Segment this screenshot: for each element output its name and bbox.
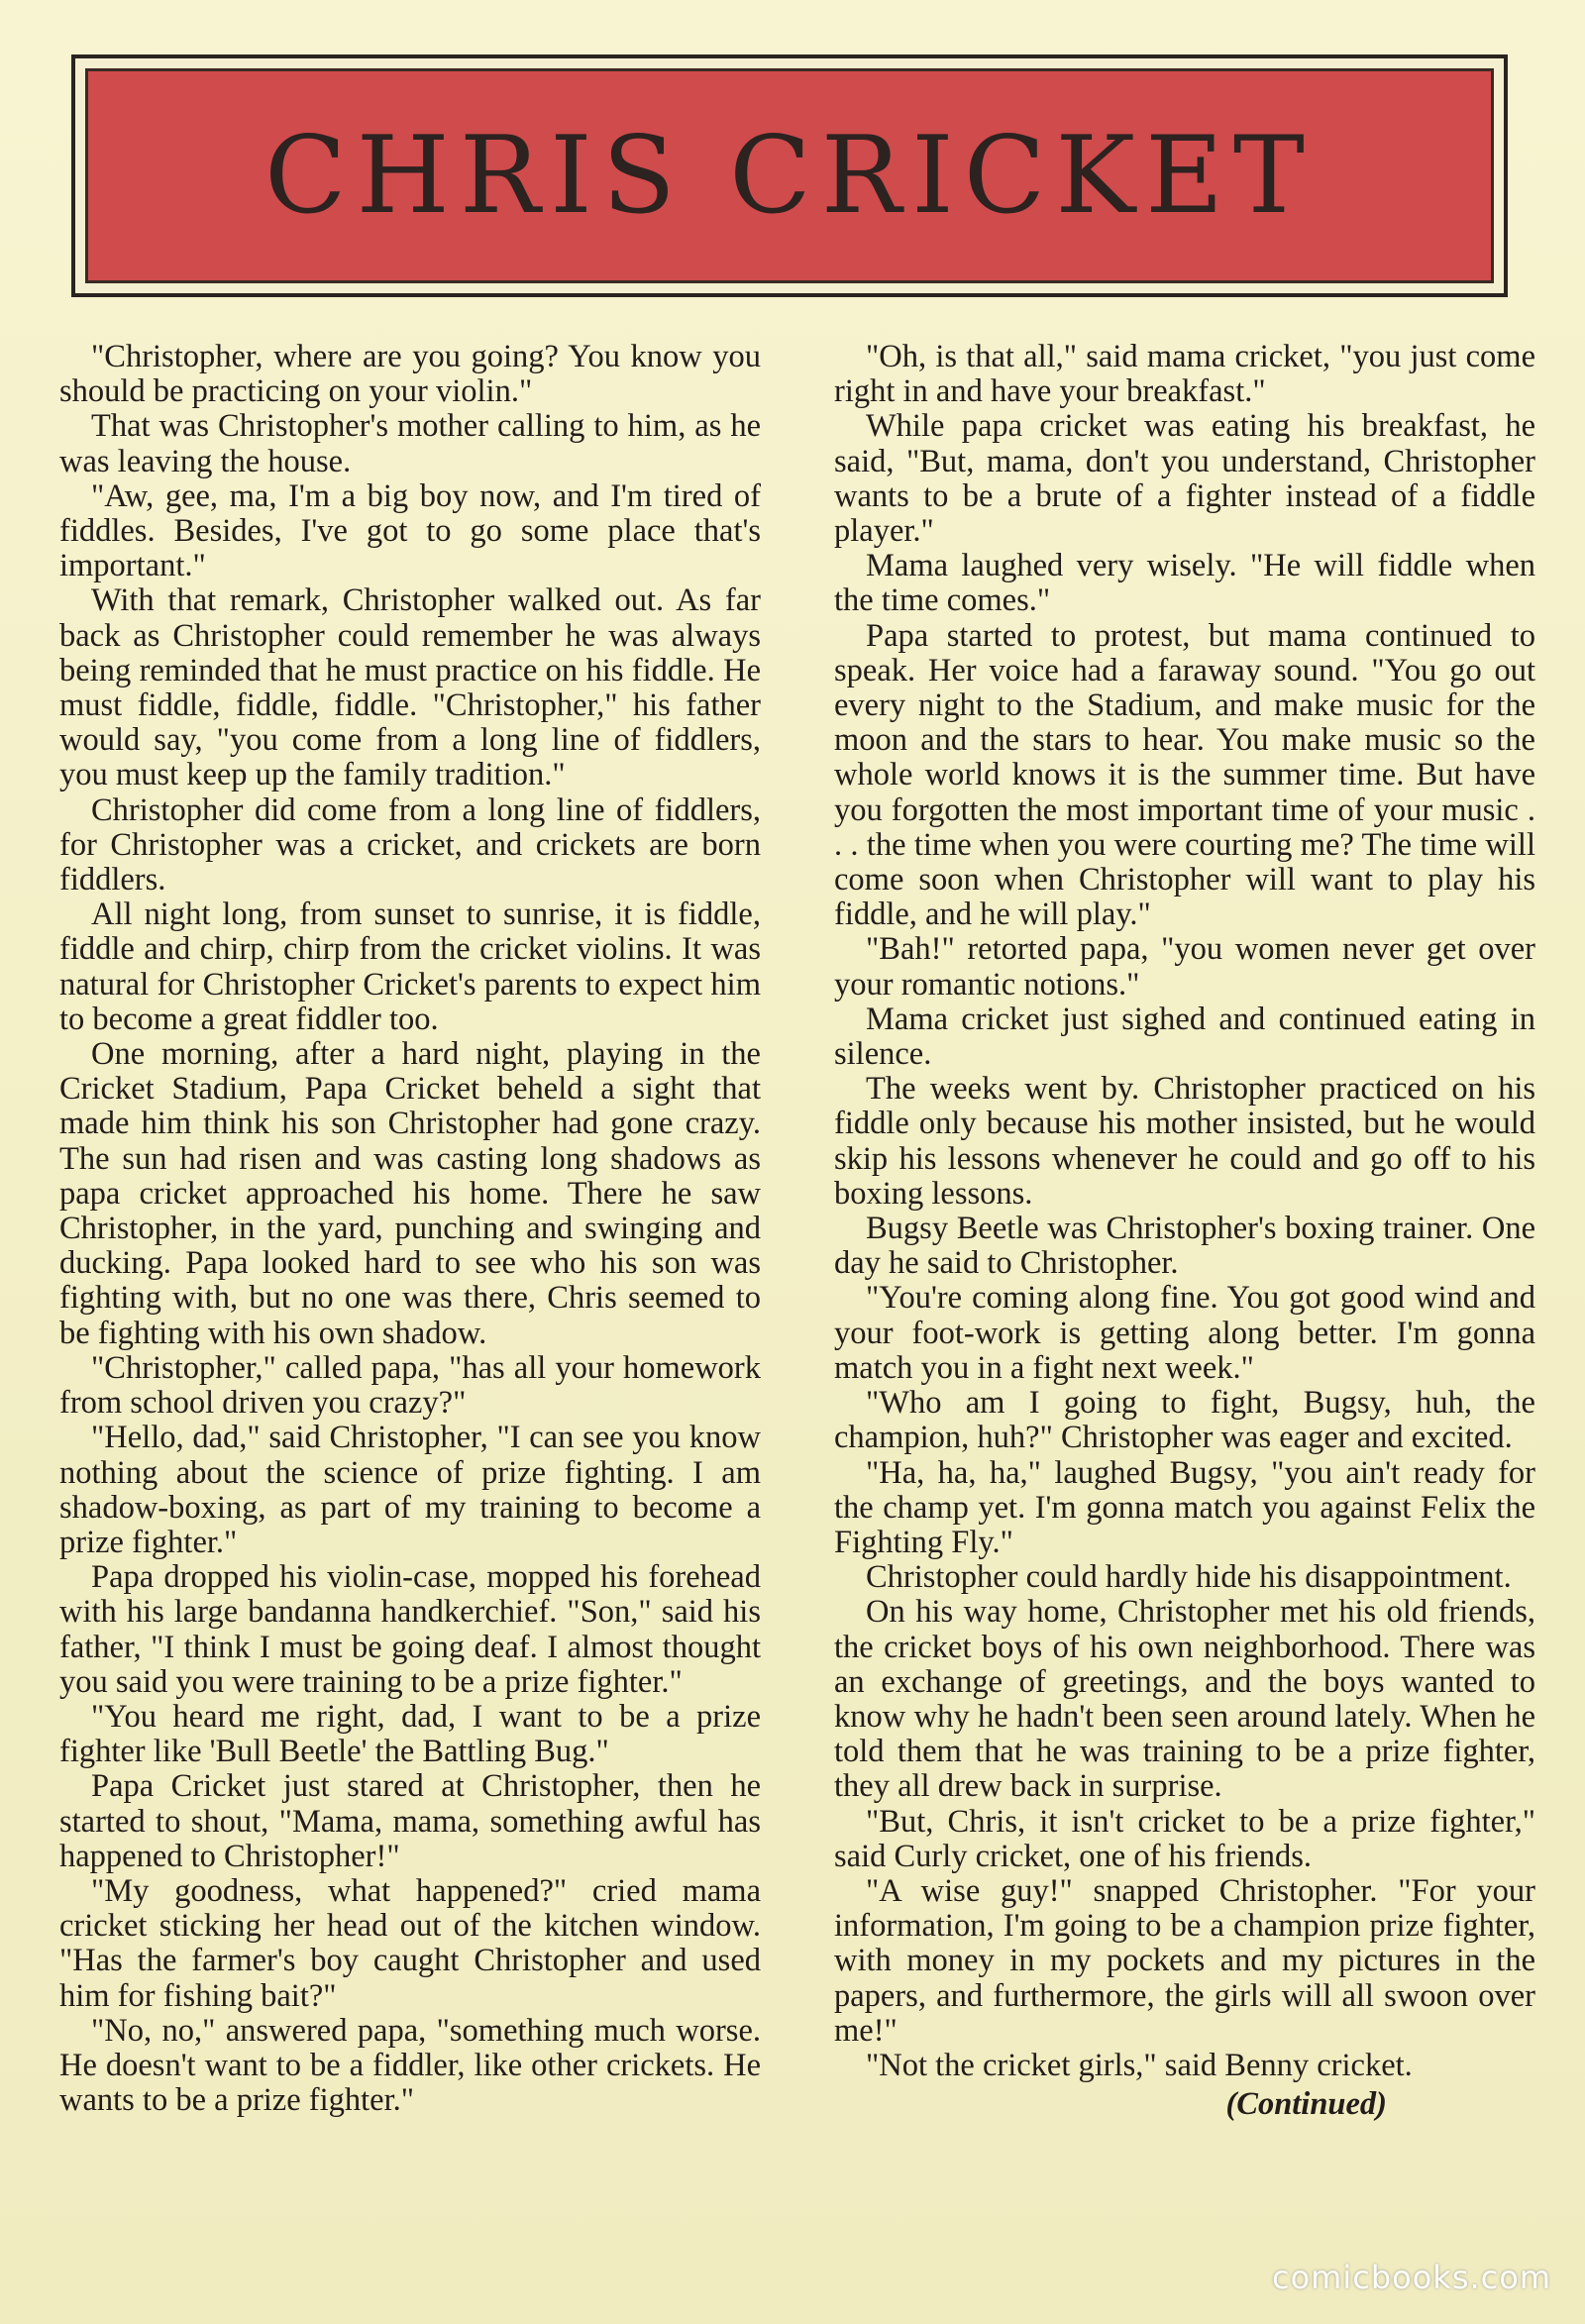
watermark: comicbooks.com [1271, 2259, 1551, 2296]
paragraph: All night long, from sunset to sunrise, it is fiddle, fiddle and chirp, chirp from the cricket violins. It was natural for Christopher Cricket's parents to expect him to become a great fiddler too. [59, 897, 761, 1037]
paragraph: Mama laughed very wisely. "He will fiddle when the time comes." [834, 548, 1535, 619]
paragraph: Bugsy Beetle was Christopher's boxing trainer. One day he said to Christopher. [834, 1211, 1535, 1282]
paragraph: "But, Chris, it isn't cricket to be a prize fighter," said Curly cricket, one of his friends. [834, 1803, 1535, 1874]
paragraph: "Christopher," called papa, "has all your homework from school driven you crazy?" [59, 1349, 761, 1422]
story-title: CHRIS CRICKET [264, 114, 1315, 238]
paragraph: "No, no," answered papa, "something much worse. He doesn't want to be a fiddler, like other crickets. He wants to be a prize fighter." [59, 2012, 761, 2119]
paragraph: "A wise guy!" snapped Christopher. "For your information, I'm going to be a champion prize fighter, with money in my pockets and my pictures in the papers, and furthermore, the girls will all swoon over me!" [834, 1872, 1535, 2049]
paragraph: With that remark, Christopher walked out. As far back as Christopher could remember he was always being reminded that he must practice on his fiddle. He must fiddle, fiddle, fiddle. "Christopher," his father would say, "you come from a long line of fiddlers, you must keep up the family tradition." [59, 582, 761, 793]
paragraph: That was Christopher's mother calling to him, as he was leaving the house. [59, 408, 761, 479]
paragraph: "My goodness, what happened?" cried mama cricket sticking her head out of the kitchen window. "Has the farmer's boy caught Christopher and used him for fishing bait?" [59, 1872, 761, 2014]
paragraph: "Hello, dad," said Christopher, "I can see you know nothing about the science of prize fighting. I am shadow-boxing, as part of my training to become a prize fighter." [59, 1420, 761, 1560]
paragraph: "You heard me right, dad, I want to be a prize fighter like 'Bull Beetle' the Battling Bug." [59, 1698, 761, 1770]
continued-label: (Continued) [1225, 2086, 1387, 2123]
paragraph: "Aw, gee, ma, I'm a big boy now, and I'm tired of fiddles. Besides, I've got to go some place that's important." [59, 477, 761, 584]
paragraph: Christopher did come from a long line of fiddlers, for Christopher was a cricket, and crickets are born fiddlers. [59, 792, 761, 898]
left-column [59, 340, 761, 2118]
paragraph: On his way home, Christopher met his old friends, the cricket boys of his own neighborhood. There was an exchange of greetings, and the boys wanted to know why he hadn't been seen around lately. When he told them that he was training to be a prize fighter, they all drew back in surprise. [834, 1594, 1535, 1805]
paragraph: Papa Cricket just stared at Christopher, then he started to shout, "Mama, mama, something awful has happened to Christopher!" [59, 1768, 761, 1874]
paragraph: "Not the cricket girls," said Benny cricket. [866, 2047, 1413, 2083]
paragraph: While papa cricket was eating his breakfast, he said, "But, mama, don't you understand, Christopher wants to be a brute of a fighter instead of a fiddle player." [834, 408, 1535, 550]
paragraph: One morning, after a hard night, playing in the Cricket Stadium, Papa Cricket beheld a sight that made him think his son Christopher had gone crazy. The sun had risen and was casting long shadows as papa cricket approached his home. There he saw Christopher, in the yard, punching and swinging and ducking. Papa looked hard to see who his son was fighting with, but no one was there, Chris seemed to be fighting with his own shadow. [59, 1036, 761, 1351]
paragraph: Mama cricket just sighed and continued eating in silence. [834, 1001, 1535, 1073]
paragraph: "You're coming along fine. You got good wind and your foot-work is getting along better. I'm gonna match you in a fight next week." [834, 1280, 1535, 1386]
title-banner [85, 68, 1494, 283]
title-frame [71, 54, 1508, 297]
paragraph: The weeks went by. Christopher practiced on his fiddle only because his mother insisted, but he would skip his lessons whenever he could and go off to his boxing lessons. [834, 1071, 1535, 1212]
paragraph: "Christopher, where are you going? You know you should be practicing on your violin." [59, 339, 761, 410]
right-column [834, 340, 1535, 2122]
paragraph: "Who am I going to fight, Bugsy, huh, the champion, huh?" Christopher was eager and excited. [834, 1385, 1535, 1456]
paragraph: Papa started to protest, but mama continued to speak. Her voice had a faraway sound. "You go out every night to the Stadium, and make music for the moon and the stars to hear. You make music so the whole world knows it is the summer time. But have you forgotten the most important time of your music . . . the time when you were courting me? The time will come soon when Christopher will want to play his fiddle, and he will play." [834, 617, 1535, 933]
paragraph: "Oh, is that all," said mama cricket, "you just come right in and have your breakfast." [834, 339, 1535, 410]
paragraph: Papa dropped his violin-case, mopped his forehead with his large bandanna handkerchief. "Son," said his father, "I think I must be going deaf. I almost thought you said you were training to be a prize fighter." [59, 1559, 761, 1700]
paragraph: "Bah!" retorted papa, "you women never get over your romantic notions." [834, 931, 1535, 1003]
paragraph: Christopher could hardly hide his disappointment. [866, 1559, 1512, 1596]
paragraph: "Ha, ha, ha," laughed Bugsy, "you ain't ready for the champ yet. I'm gonna match you against Felix the Fighting Fly." [834, 1454, 1535, 1560]
